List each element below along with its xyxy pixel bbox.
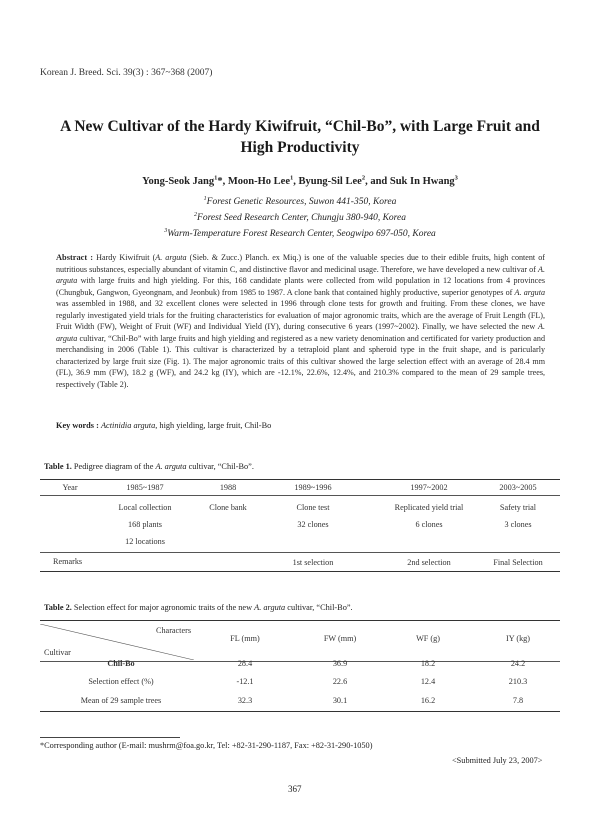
table2-row-label: Chil-Bo (107, 659, 135, 668)
author: Suk In Hwang$^3$ (389, 174, 458, 187)
table2-cell: 16.2 (420, 696, 436, 705)
table2-row-label: Mean of 29 sample trees (80, 696, 162, 705)
table1-cell: Safety trial (499, 503, 537, 512)
page-number: 367 (288, 784, 302, 794)
table1-cell: 12 locations (125, 537, 165, 546)
author: Byung-Sil Lee$^2$, and (298, 174, 390, 187)
table1-cell: Local collection (118, 503, 172, 512)
table2-cell: 12.4 (420, 677, 436, 686)
table2-header-cell: WF (g) (416, 634, 440, 643)
abstract (56, 252, 545, 391)
footnote-rule (40, 737, 180, 738)
table1-remarks-cell: 2nd selection (407, 558, 451, 567)
keywords-body: Actinidia arguta, high yielding, large fruit, Chil-Bo (100, 421, 272, 430)
table2-header-cell: FL (mm) (230, 634, 260, 643)
table2-cell: 32.3 (237, 696, 253, 705)
table2-bottom-rule (40, 711, 560, 712)
table1-cell: Clone bank (209, 503, 247, 512)
table2-cell: 210.3 (508, 677, 528, 686)
table1-bottom-rule (40, 571, 560, 572)
abstract-label: Abstract : (56, 253, 94, 262)
table1-header-cell: 1997~2002 (410, 483, 448, 492)
table2-header-cell: IY (kg) (505, 634, 531, 643)
table1-top-rule (40, 479, 560, 480)
affiliations (40, 193, 560, 241)
table2-top-rule (40, 620, 560, 621)
abstract-body: Hardy Kiwifruit (A. arguta (Sieb. & Zucc.) Planch. ex Miq.) is one of the valuable species due to their edible fruits, high content of nutritious substances, especially abundant of vitamin C, and distinctive flavor and medicinal usage. Therefore, we have developed a new cultivar of A. arguta with large fruits and high yielding. For this, 168 candidate plants were collected from wild population in 12 locations from 4 provinces (Chungbuk, Gangwon, Gyeongnam, and Jeonbuk) from 1985 to 1987. A clone bank that contained highly productive, superior genotypes of A. arguta was assembled in 1988, and 32 excellent clones were selected in 1996 through clone tests for growth and fruiting. From these clones, we have regularly investigated yield trials for the fruiting characteristics for evaluation of major agronomic traits, which are the average of Fruit Length (FL), Fruit Width (FW), Weight of Fruit (WF) and Individual Yield (IY), during consecutive 6 years (1997~2002). Finally, we have selected the new A. arguta cultivar, “Chil-Bo” with large fruits and high yielding and registered as a new variety denomination and certificated for variety production and merchandising in 2006 (Table 1). This cultivar is characterized by a tetraploid plant and spheroid type in the fruit shape, and is paricularly characterized by large fruit size (Fig. 1). The major agronomic traits of this cultivar showed the large selection effect with an average of 28.4 mm (FL), 36.9 mm (FW), 18.2 g (WF), and 24.2 kg (IY), which are -12.1%, 22.6%, 12.4%, and 210.3% compared to the mean of 29 sample trees, respectively (Table 2). (56, 253, 545, 390)
keywords-label: Key words : (56, 421, 99, 430)
table1-cell: Clone test (296, 503, 330, 512)
table2-cell: 18.2 (420, 659, 436, 668)
table2-header-cell: FW (mm) (323, 634, 357, 643)
table1-remarks-cell: 1st selection (292, 558, 334, 567)
table1-header-cell: 2003~2005 (499, 483, 537, 492)
author: Moon-Ho Lee$^1$, (227, 174, 299, 187)
table1-remarks-rule (40, 552, 560, 553)
table2-cell: 36.9 (332, 659, 348, 668)
author: Yong-Seok Jang$^1$*, (142, 174, 228, 187)
table2-row-label: Selection effect (%) (88, 677, 154, 686)
affiliation: $^1$Forest Genetic Resources, Suwon 441-350, Korea (203, 196, 397, 208)
affiliation: $^2$Forest Seed Research Center, Chungju 380-940, Korea (194, 212, 406, 224)
table2-cell: 28.4 (237, 659, 253, 668)
table2-caption: Table 2. Selection effect for major agronomic traits of the new A. arguta cultivar, “Chil-Bo”. (44, 603, 353, 612)
table1-header-cell: 1985~1987 (126, 483, 164, 492)
table1-cell: 168 plants (128, 520, 162, 529)
table1-header-cell: 1989~1996 (294, 483, 332, 492)
table1-header-rule (40, 495, 560, 496)
submission-date: <Submitted July 23, 2007> (452, 756, 543, 765)
table1-cell: Replicated yield trial (394, 503, 464, 512)
table1-remarks-label: Remarks (53, 557, 83, 566)
affiliation: $^3$Warm-Temperature Forest Research Center, Seogwipo 697-050, Korea (164, 228, 436, 240)
table2-corner-bottom: Cultivar (44, 648, 71, 657)
table2-cell: 24.2 (510, 659, 526, 668)
table1-caption: Table 1. Pedigree diagram of the A. arguta cultivar, “Chil-Bo”. (44, 462, 254, 471)
journal-reference: Korean J. Breed. Sci. 39(3) : 367~368 (2007) (40, 68, 213, 78)
author-list (40, 174, 560, 187)
table1-remarks-cell: Final Selection (493, 558, 543, 567)
corresponding-author-footnote: *Corresponding author (E-mail: mushrm@foa.go.kr, Tel: +82-31-290-1187, Fax: +82-31-290-1050) (40, 741, 373, 750)
table1-cell: 6 clones (415, 520, 443, 529)
keywords (56, 421, 271, 430)
table2-cell: -12.1 (236, 677, 254, 686)
table1-cell: 3 clones (504, 520, 532, 529)
table2-cell: 30.1 (332, 696, 348, 705)
table2-cell: 7.8 (512, 696, 524, 705)
table1-cell: 32 clones (297, 520, 329, 529)
table1-header-cell: 1988 (219, 483, 237, 492)
table2-cell: 22.6 (332, 677, 348, 686)
paper-title: A New Cultivar of the Hardy Kiwifruit, “Chil-Bo”, with Large Fruit and High Productivity (60, 118, 540, 156)
table1-header-cell: Year (62, 483, 78, 492)
table2-corner-top: Characters (156, 626, 192, 635)
